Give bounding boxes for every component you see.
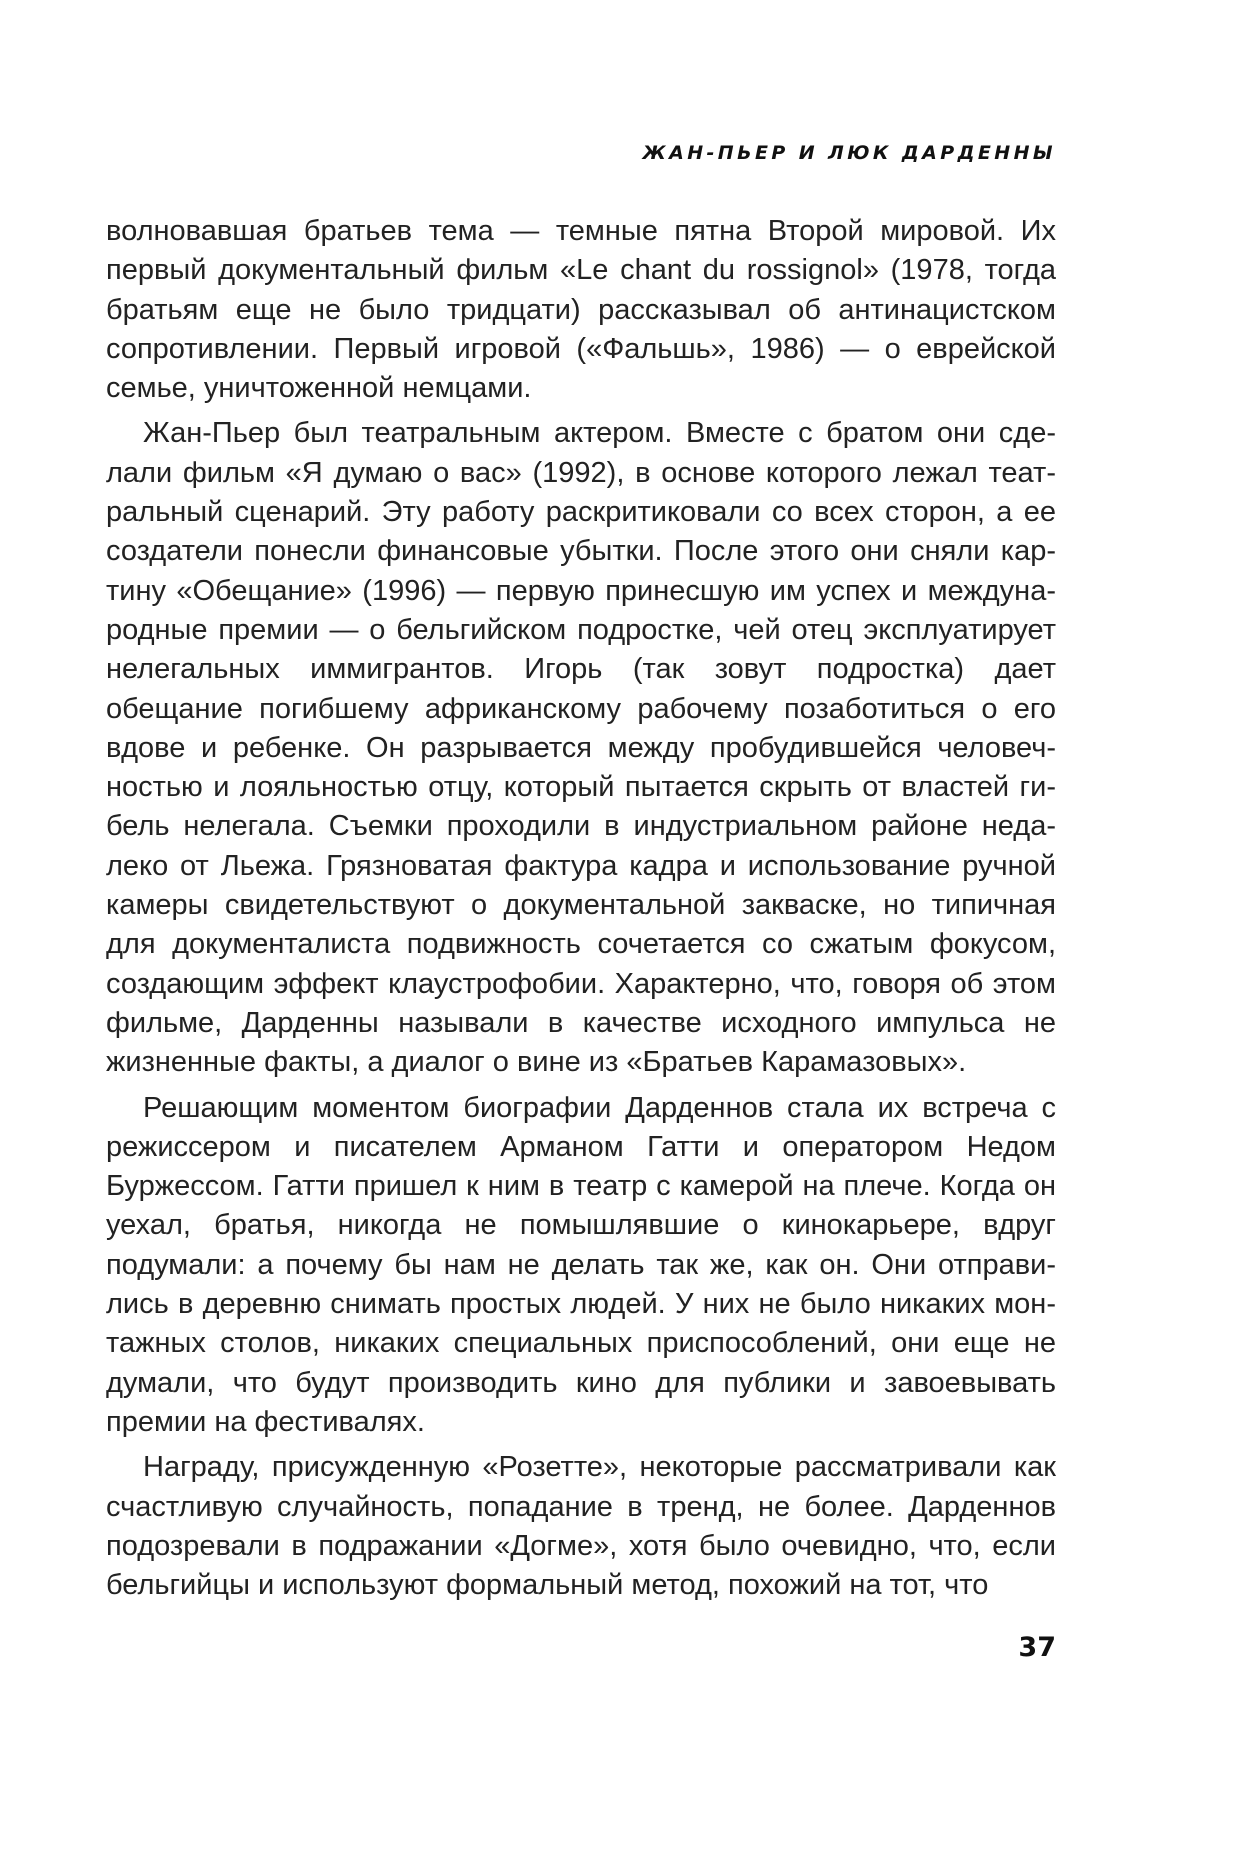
paragraph-4: Награду, присужденную «Розетте», некоторые рассматривали как счастливую случайность, попадание в тренд, не более. Дарденнов подозревали в подражании «Догме», хотя было очевидно, что, если бельгийцы и используют формальный метод, похожий на тот, что	[106, 1451, 1056, 1602]
paragraph-3: Решающим моментом биографии Дарденнов стала их встреча с режиссером и писателем Арманом Гатти и оператором Недом Буржессом. Гатти пришел к ним в театр с камерой на плече. Когда он уехал, братья, никогда не помышлявшие о кинокарьере, вдруг подумали: а почему бы нам не делать так же, как он. Они отправились в деревню снимать простых людей. У них не было никаких монтажных столов, никаких специальных приспособлений, они еще не думали, что будут производить кино для публики и завоевывать премии на фестивалях.	[106, 1091, 1056, 1438]
running-header: ЖАН-ПЬЕР И ЛЮК ДАРДЕННЫ	[642, 142, 1056, 164]
paragraph-1: волновавшая братьев тема — темные пятна Второй мировой. Их первый документальный фильм «Le chant du rossignol» (1978, тогда братьям еще не было тридцати) рассказывал об антинацистском сопротивлении. Первый игровой («Фальшь», 1986) — о еврейской семье, уничтоженной немцами.	[106, 215, 1056, 405]
paragraph-2: Жан-Пьер был театральным актером. Вместе с братом они сделали фильм «Я думаю о вас» (1992), в основе которого лежал театральный сценарий. Эту работу раскритиковали со всех сторон, а ее создатели понесли финансовые убытки. После этого они сняли картину «Обещание» (1996) — первую принесшую им успех и международные премии — о бельгийском подростке, чей отец эксплуатирует нелегальных иммигрантов. Игорь (так зовут подростка) дает обещание погибшему африканскому рабочему позаботиться о его вдове и ребенке. Он разрывается между пробудившейся человечностью и лояльностью отцу, который пытается скрыть от властей гибель нелегала. Съемки проходили в индустриальном районе недалеко от Льежа. Грязноватая фактура кадра и использование ручной камеры свидетельствуют о документальной закваске, но типичная для документалиста подвижность сочетается со сжатым фокусом, создающим эффект клаустрофобии. Характерно, что, говоря об этом фильме, Дарденны называли в качестве исходного импульса не жизненные факты, а диалог о вине из «Братьев Карамазовых».	[106, 417, 1056, 1079]
page-number: 37	[1018, 1632, 1056, 1663]
body-text	[106, 212, 1056, 1605]
